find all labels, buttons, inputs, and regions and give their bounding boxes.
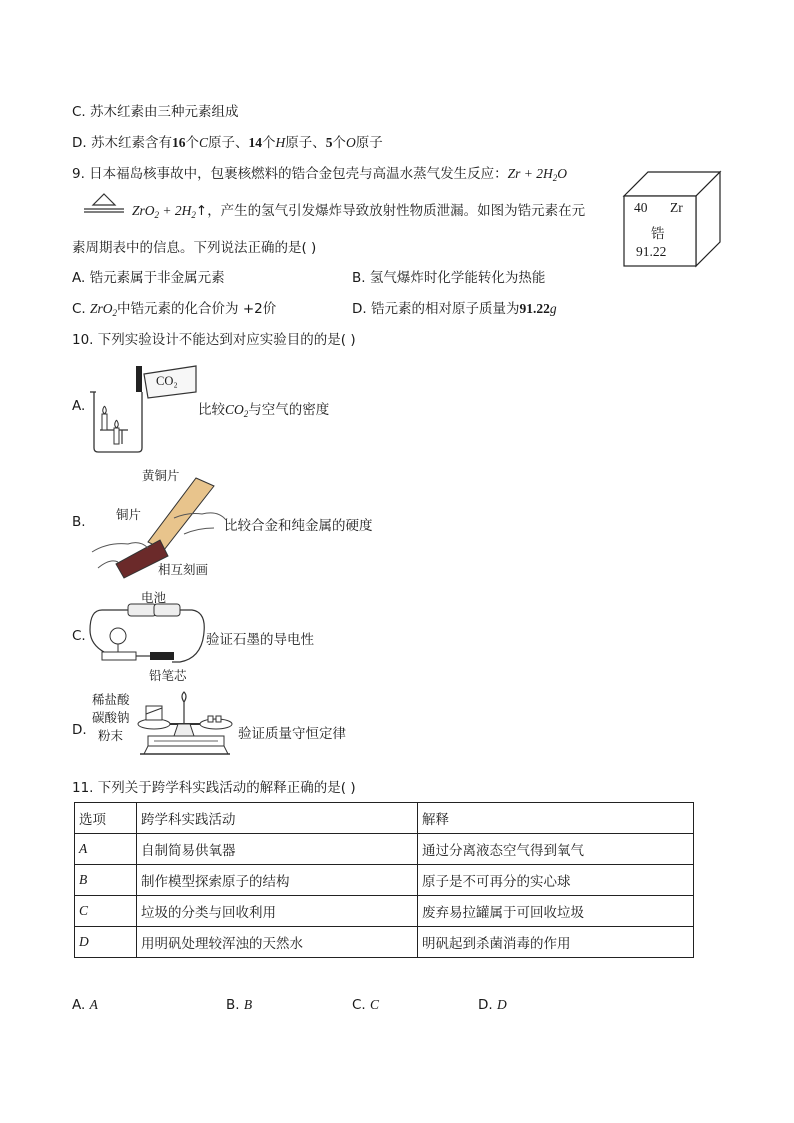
element-symbol: Zr [670, 200, 683, 215]
co2-bottle-label: CO₂ [156, 374, 178, 388]
table-cell: D [75, 927, 137, 958]
q11-stem: 11. 下列关于跨学科实践活动的解释正确的是( ) [72, 780, 356, 796]
q9-stem-line2: $ZrO_2 + 2H_2↑$，产生的氢气引发爆炸导致放射性物质泄漏。如图为锆元素在元 [132, 203, 586, 220]
scratch-label: 相互刻画 [158, 562, 209, 577]
table-cell: 原子是不可再分的实心球 [418, 865, 694, 896]
powder-label: 粉末 [98, 728, 124, 743]
table-cell: 通过分离液态空气得到氧气 [418, 834, 694, 865]
q11-option-b: B. B [226, 997, 253, 1013]
q10-b-desc: 比较合金和纯金属的硬度 [224, 518, 373, 534]
table-cell: 制作模型探索原子的结构 [137, 865, 418, 896]
dilute-hcl-label: 稀盐酸 [92, 692, 130, 707]
header-cell: 跨学科实践活动 [137, 803, 418, 834]
header-cell: 解释 [418, 803, 694, 834]
q11-table [74, 802, 694, 958]
balance-mass-conservation-figure [134, 688, 234, 764]
q9-stem-line3: 素周期表中的信息。下列说法正确的是( ) [72, 240, 317, 256]
q10-a-desc: 比较$CO_2$与空气的密度 [198, 402, 330, 419]
q10-b-label: B. [72, 514, 86, 530]
co2-beaker-candles-figure [88, 362, 198, 454]
q9-option-d: D. 锆元素的相对原子质量为91.22g [352, 301, 557, 317]
table-cell: 自制简易供氧器 [137, 834, 418, 865]
table-row [75, 896, 694, 927]
table-cell: 明矾起到杀菌消毒的作用 [418, 927, 694, 958]
q10-c-desc: 验证石墨的导电性 [206, 632, 314, 648]
table-cell: 用明矾处理较浑浊的天然水 [137, 927, 418, 958]
q10-stem: 10. 下列实验设计不能达到对应实验目的的是( ) [72, 332, 356, 348]
header-cell: 选项 [75, 803, 137, 834]
table-cell: A [75, 834, 137, 865]
element-mass: 91.22 [636, 244, 667, 259]
q8-option-c: C. 苏木红素由三种元素组成 [72, 104, 239, 120]
q11-option-d: D. D [478, 997, 507, 1013]
q10-a-label: A. [72, 398, 86, 414]
pencil-lead-label: 铅笔芯 [149, 668, 187, 683]
q10-c-label: C. [72, 628, 86, 644]
table-cell: 垃圾的分类与回收利用 [137, 896, 418, 927]
q11-option-a: A. A [72, 997, 98, 1013]
q10-d-label: D. [72, 722, 87, 738]
table-row [75, 927, 694, 958]
battery-label: 电池 [141, 590, 167, 605]
q10-d-desc: 验证质量守恒定律 [238, 726, 346, 742]
q9-option-b: B. 氢气爆炸时化学能转化为热能 [352, 270, 546, 286]
q9-stem-line1: 9. 日本福岛核事故中，包裹核燃料的锆合金包壳与高温水蒸气发生反应：$Zr + 2H_2O$ [72, 166, 568, 183]
table-row [75, 834, 694, 865]
table-header-row [75, 803, 694, 834]
heating-condition-triangle [84, 192, 124, 214]
sodium-carbonate-label: 碳酸钠 [92, 710, 130, 725]
copper-label: 铜片 [116, 507, 142, 522]
element-atomic-number: 40 [634, 200, 648, 215]
element-name: 锆 [651, 226, 665, 242]
brass-label: 黄铜片 [142, 468, 180, 483]
q9-option-c: C. ZrO$_2$中锆元素的化合价为 +2价 [72, 301, 277, 318]
q11-option-c: C. C [352, 997, 380, 1013]
table-cell: C [75, 896, 137, 927]
table-row [75, 865, 694, 896]
table-cell: B [75, 865, 137, 896]
table-cell: 废弃易拉罐属于可回收垃圾 [418, 896, 694, 927]
q9-option-a: A. 锆元素属于非金属元素 [72, 270, 225, 286]
q8-option-d: D. 苏木红素含有16个C原子、14个H原子、5个O原子 [72, 135, 383, 151]
graphite-circuit-figure [88, 604, 208, 666]
